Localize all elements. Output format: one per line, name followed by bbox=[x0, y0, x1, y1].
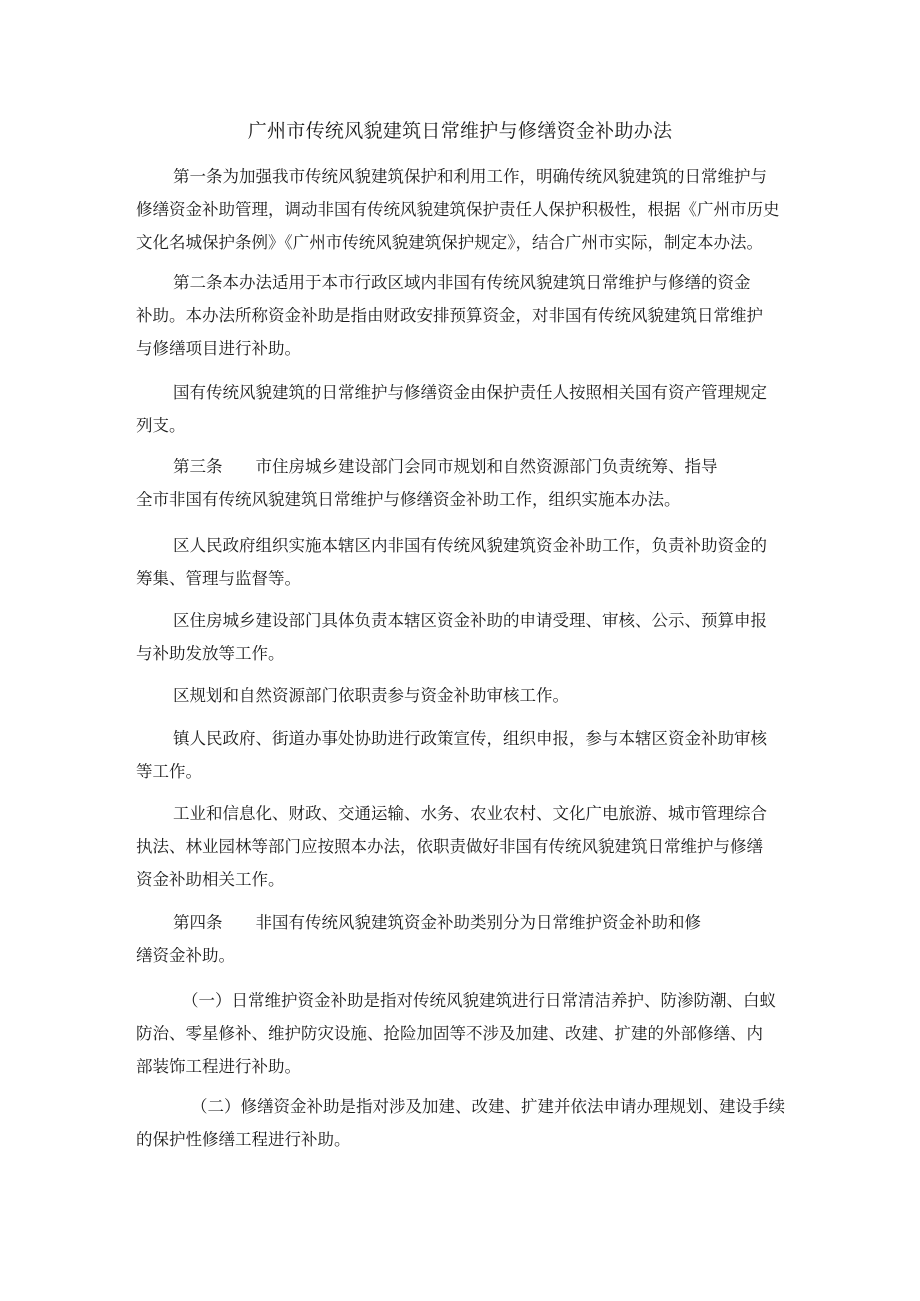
article-4-paragraph bbox=[136, 906, 790, 972]
district-housing-paragraph bbox=[136, 604, 790, 670]
text-line: 资金补助相关工作。 bbox=[136, 870, 285, 889]
text-line: 补助。本办法所称资金补助是指由财政安排预算资金，对非国有传统风貌建筑日常维护 bbox=[136, 306, 763, 325]
state-owned-paragraph bbox=[136, 376, 790, 442]
text-line: 部装饰工程进行补助。 bbox=[136, 1057, 301, 1076]
article-2-paragraph bbox=[136, 266, 790, 365]
text-line: 修缮资金补助管理，调动非国有传统风貌建筑保护责任人保护积极性，根据《广州市历史 bbox=[136, 200, 780, 219]
text-line: 第二条本办法适用于本市行政区域内非国有传统风貌建筑日常维护与修缮的资金 bbox=[173, 273, 751, 292]
text-line: 筹集、管理与监督等。 bbox=[136, 569, 301, 588]
document-title: 广州市传统风貌建筑日常维护与修缮资金补助办法 bbox=[247, 120, 673, 142]
text-line: 第四条 非国有传统风貌建筑资金补助类别分为日常维护资金补助和修 bbox=[173, 913, 701, 932]
article-3-paragraph bbox=[136, 450, 790, 516]
text-line: （一）日常维护资金补助是指对传统风貌建筑进行日常清洁养护、防渗防潮、白蚁 bbox=[182, 991, 776, 1010]
text-line: 区住房城乡建设部门具体负责本辖区资金补助的申请受理、审核、公示、预算申报 bbox=[173, 611, 767, 630]
text-line: 与修缮项目进行补助。 bbox=[136, 339, 301, 358]
text-line: 国有传统风貌建筑的日常维护与修缮资金由保护责任人按照相关国有资产管理规定 bbox=[173, 383, 767, 402]
town-government-paragraph bbox=[136, 722, 790, 788]
text-line: 全市非国有传统风貌建筑日常维护与修缮资金补助工作，组织实施本办法。 bbox=[136, 490, 681, 509]
item-2-paragraph bbox=[136, 1090, 790, 1156]
text-line: 的保护性修缮工程进行补助。 bbox=[136, 1130, 351, 1149]
text-line: 与补助发放等工作。 bbox=[136, 644, 285, 663]
article-1-paragraph bbox=[136, 160, 790, 259]
text-line: 镇人民政府、街道办事处协助进行政策宣传，组织申报，参与本辖区资金补助审核 bbox=[173, 729, 767, 748]
district-planning-paragraph bbox=[136, 679, 790, 712]
text-line: 区人民政府组织实施本辖区内非国有传统风貌建筑资金补助工作，负责补助资金的 bbox=[173, 536, 767, 555]
item-1-paragraph bbox=[136, 984, 790, 1083]
text-line: 文化名城保护条例》《广州市传统风貌建筑保护规定》，结合广州市实际，制定本办法。 bbox=[136, 233, 763, 252]
text-line: 缮资金补助。 bbox=[136, 946, 235, 965]
text-line: 区规划和自然资源部门依职责参与资金补助审核工作。 bbox=[173, 686, 569, 705]
text-line: （二）修缮资金补助是指对涉及加建、改建、扩建并依法申请办理规划、建设手续 bbox=[191, 1097, 785, 1116]
text-line: 工业和信息化、财政、交通运输、水务、农业农村、文化广电旅游、城市管理综合 bbox=[173, 804, 767, 823]
departments-paragraph bbox=[136, 797, 790, 896]
text-line: 列支。 bbox=[136, 416, 186, 435]
text-line: 第三条 市住房城乡建设部门会同市规划和自然资源部门负责统筹、指导 bbox=[173, 457, 718, 476]
text-line: 第一条为加强我市传统风貌建筑保护和利用工作，明确传统风貌建筑的日常维护与 bbox=[173, 167, 767, 186]
text-line: 执法、林业园林等部门应按照本办法，依职责做好非国有传统风貌建筑日常维护与修缮 bbox=[136, 837, 763, 856]
district-government-paragraph bbox=[136, 529, 790, 595]
text-line: 防治、零星修补、维护防灾设施、抢险加固等不涉及加建、改建、扩建的外部修缮、内 bbox=[136, 1024, 763, 1043]
text-line: 等工作。 bbox=[136, 762, 202, 781]
